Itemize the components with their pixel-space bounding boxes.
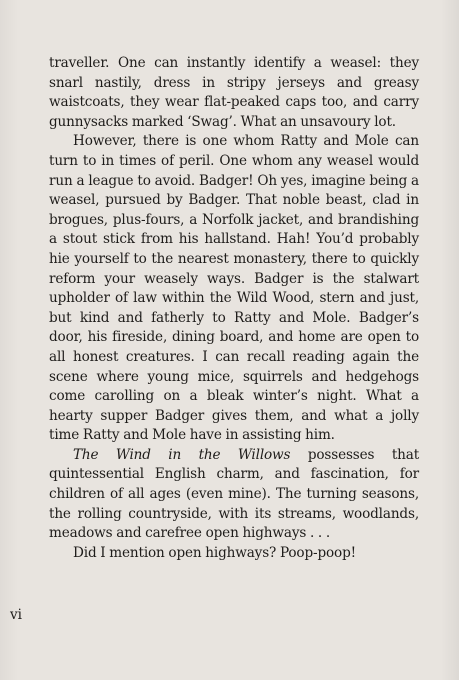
paragraph-3 bbox=[49, 446, 419, 544]
paragraph-1: traveller. One can instantly identify a weasel: they snarl nastily, dress in stripy jerseys and greasy waistcoats, they wear flat-peaked caps too, and carry gunnysacks marked ‘Swag’. What an unsavoury lot. bbox=[49, 55, 419, 130]
page-number: vi bbox=[10, 607, 23, 623]
paragraph-2: However, there is one whom Ratty and Mole can turn to in times of peril. One whom any weasel would run a league to avoid. Badger! Oh yes, imagine being a weasel, pursued by Badger. That noble beast, clad in brogues, plus-fours, a Norfolk jacket, and brandishing a stout stick from his hallstand. Hah! You’d probably hie yourself to the nearest monastery, there to quickly reform your weasely ways. Badger is the stalwart upholder of law within the Wild Wood, stern and just, but kind and fatherly to Ratty and Mole. Badger’s door, his fireside, dining board, and home are open to all honest creatures. I can recall reading again the scene where young mice, squirrels and hedgehogs come carolling on a bleak winter’s night. What a hearty supper Badger gives them, and what a jolly time Ratty and Mole have in assisting him. bbox=[49, 133, 419, 444]
body-text bbox=[49, 54, 419, 563]
paragraph-3-text: possesses that quintessential English charm, and fascination, for children of all ages (even mine). The turning seasons, the rolling countryside, with its streams, woodlands, meadows and carefree open highways . . . bbox=[49, 446, 420, 542]
book-title: The Wind in the Willows bbox=[73, 446, 291, 463]
paragraph-4: Did I mention open highways? Poop-poop! bbox=[73, 544, 356, 561]
